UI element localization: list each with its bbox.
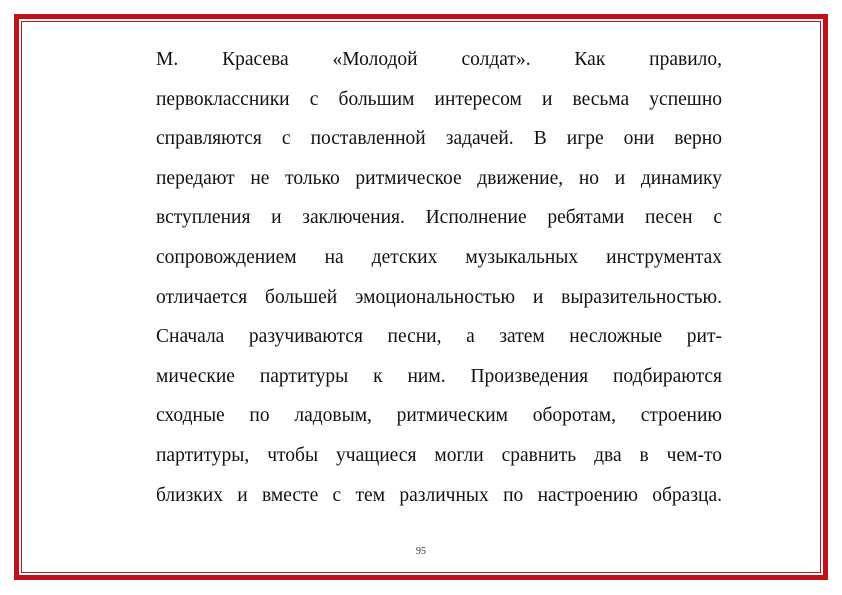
text-line: мические партитуры к ним. Произведения подбираются — [156, 365, 722, 387]
text-line: Сначала разучиваются песни, а затем несложные рит- — [156, 326, 722, 348]
text-line: сходные по ладовым, ритмическим оборотам, строению — [156, 405, 722, 427]
text-line: передают не только ритмическое движение, но и динамику — [156, 167, 722, 189]
page-number: 95 — [416, 546, 426, 557]
text-line: М. Красева «Молодой солдат». Как правило, — [156, 49, 722, 70]
text-line: близких и вместе с тем различных по настроению образца. — [156, 484, 722, 506]
text-line: справляются с поставленной задачей. В игре они верно — [156, 128, 722, 150]
text-line: вступления и заключения. Исполнение ребятами песен с — [156, 207, 722, 229]
body-text — [156, 40, 722, 515]
text-line: первоклассники с большим интересом и весьма успешно — [156, 88, 722, 110]
text-line: отличается большей эмоциональностью и выразительностью. — [156, 286, 722, 308]
text-line: партитуры, чтобы учащиеся могли сравнить два в чем-то — [156, 444, 722, 466]
text-line: сопровождением на детских музыкальных инструментах — [156, 246, 722, 268]
